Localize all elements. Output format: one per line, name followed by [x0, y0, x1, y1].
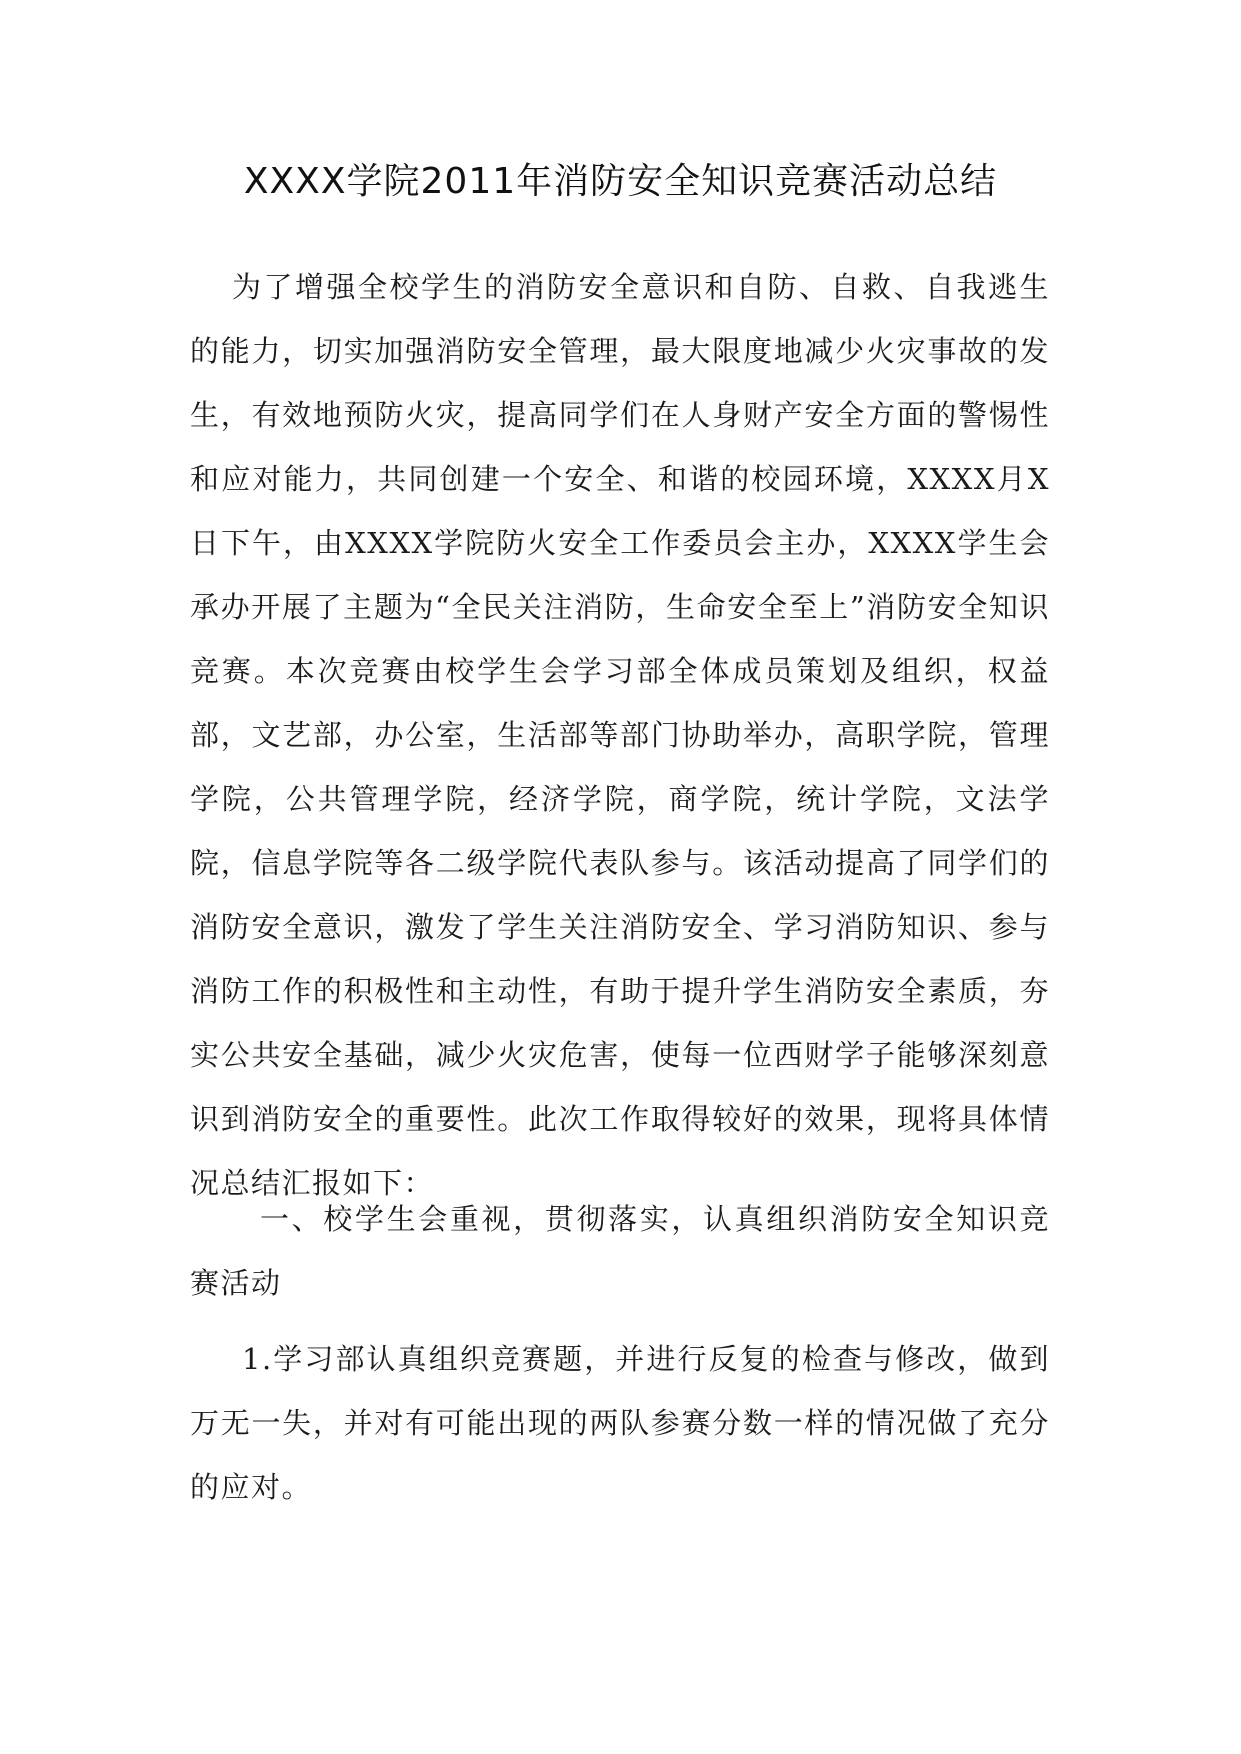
intro-paragraph: 为了增强全校学生的消防安全意识和自防、自救、自我逃生的能力，切实加强消防安全管理，最大限度地减少火灾事故的发生，有效地预防火灾，提高同学们在人身财产安全方面的警惕性和应对能力，共同创建一个安全、和谐的校园环境，XXXX月X日下午，由XXXX学院防火安全工作委员会主办，XXXX学生会承办开展了主题为“全民关注消防，生命安全至上”消防安全知识竞赛。本次竞赛由校学生会学习部全体成员策划及组织，权益部，文艺部，办公室，生活部等部门协助举办，高职学院，管理学院，公共管理学院，经济学院，商学院，统计学院，文法学院，信息学院等各二级学院代表队参与。该活动提高了同学们的消防安全意识，激发了学生关注消防安全、学习消防知识、参与消防工作的积极性和主动性，有助于提升学生消防安全素质，夯实公共安全基础，减少火灾危害，使每一位西财学子能够深刻意识到消防安全的重要性。此次工作取得较好的效果，现将具体情况总结汇报如下：: [190, 270, 1050, 1200]
list-item-1: 1.学习部认真组织竞赛题，并进行反复的检查与修改，做到万无一失，并对有可能出现的两队参赛分数一样的情况做了充分的应对。: [190, 1342, 1050, 1504]
document-title: XXXX学院2011年消防安全知识竞赛活动总结: [243, 161, 998, 202]
section-heading-1: 一、校学生会重视，贯彻落实，认真组织消防安全知识竞赛活动: [190, 1202, 1050, 1300]
